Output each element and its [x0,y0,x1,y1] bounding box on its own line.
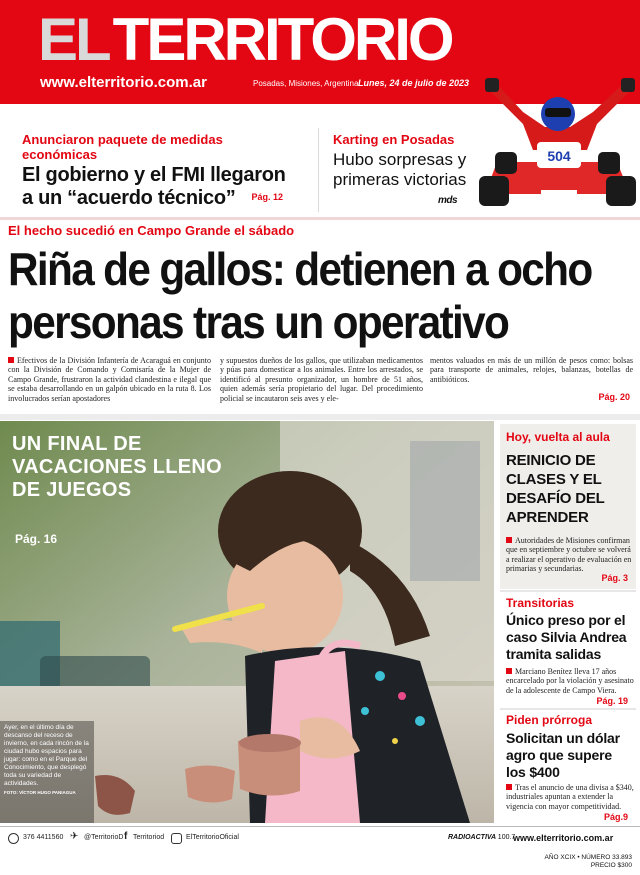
edition-price: PRECIO $300 [590,862,632,869]
bullet-icon [506,668,512,674]
main-story-kicker: El hecho sucedió en Campo Grande el sábado [8,223,295,238]
radio-name: RADIOACTIVA [448,834,496,841]
sidebar-story-1-title[interactable]: REINICIO DE CLASES Y EL DESAFÍO DEL APRENDER [506,452,605,526]
site-url[interactable]: www.elterritorio.com.ar [40,74,207,91]
edition-number: AÑO XCIX • NÚMERO 33.893 [544,854,632,861]
bullet-icon [506,784,512,790]
photo-story-page: Pág. 16 [15,532,58,546]
sidebar-story-2-page: Pág. 19 [596,696,628,706]
photo-story-headline[interactable]: UN FINAL DE VACACIONES LLENO DE JUEGOS [12,433,222,501]
section-divider-2 [0,414,640,420]
sidebar-divider-1 [500,590,636,592]
sidebar-story-3-page: Pág.9 [603,812,628,822]
footer [0,828,640,850]
section-divider [0,217,640,220]
photo-caption-text: Ayer, en el último día de descanso del receso de invierno, en cada rincón de la ciudad hubo espacios para jugar: como en el Parque del Conocimiento, que desplegó toda su variedad de actividades. [4,724,89,787]
dateline-place: Posadas, Misiones, Argentina [253,79,359,88]
dateline-date: Lunes, 24 de julio de 2023 [358,78,470,88]
sidebar-story-3-kicker: Piden prórroga [506,713,593,727]
mds-logo: mds [438,195,458,206]
edition-info [544,854,632,870]
teaser-divider [318,128,319,212]
sidebar-story-1-body [506,536,634,573]
main-story-column-3: mentos valuados en más de un millón de pesos como: bolsas para transporte de animales, relojes, balanzas, botellas de antibióticos. [430,356,633,384]
main-headline[interactable] [8,243,592,349]
photo-story[interactable] [0,421,494,823]
main-story-page: Pág. 20 [598,392,630,402]
main-story-column-1-text: Efectivos de la División Infantería de Acaraguá en conjunto con la División de Comando y Comisaría de la Mujer de Campo Grande, frustraron la actividad clandestina e ilegal que se estaba desarrollando en un galpón ubicado en la ruta 8. Los involucrados serían apostadores [8,356,211,403]
teaser-economy-title[interactable]: El gobierno y el FMI llegaron a un “acuerdo técnico” [22,164,286,209]
footer-rule [0,826,640,827]
main-story-body [8,356,633,408]
teaser-karting-kicker: Karting en Posadas [333,132,455,147]
sidebar-story-3-title[interactable]: Solicitan un dólar agro que supere los $400 [506,730,620,780]
sidebar-story-2-body-text: Marciano Benítez lleva 17 años encarcelado por la violación y asesinato de la adolescente de Campo Viera. [506,667,634,695]
driver-figure [485,78,635,150]
sidebar-story-1-kicker: Hoy, vuelta al aula [506,430,610,444]
karting-photo [475,72,640,217]
newspaper-logo[interactable] [38,6,452,73]
main-headline-line-2: personas tras un operativo [8,296,509,348]
photo-caption [4,724,92,797]
facebook-icon[interactable]: f [124,831,128,842]
footer-url[interactable]: www.elterritorio.com.ar [513,833,614,843]
whatsapp-icon[interactable] [8,833,19,844]
kart-number: 504 [547,148,571,164]
photo-credit: FOTO: VÍCTOR HUGO PANIAGUA [4,790,76,795]
bullet-icon [506,537,512,543]
logo-prefix: EL [38,6,109,73]
sidebar-story-2-title[interactable]: Único preso por el caso Silvia Andrea tramita salidas [506,612,627,662]
main-story-column-1 [8,356,211,403]
footer-twitter[interactable]: @TerritorioD [84,834,124,841]
instagram-icon[interactable] [171,833,182,844]
main-story-column-2: y supuestos dueños de los gallos, que utilizaban medicamentos y púas para domesticar a los animales. Entre los arrestados, se identificó al presunto organizador, un hombre de 51 años, quien además sería propietario del lugar. Del procedimiento policial se incautaron seis aves y ele- [220,356,423,403]
sidebar-divider-2 [500,708,636,710]
twitter-icon[interactable]: ✈ [70,831,79,842]
footer-instagram[interactable]: ElTerritorioOficial [186,834,239,841]
teaser-economy-page: Pág. 12 [251,192,283,202]
bullet-icon [8,357,14,363]
radio-logo[interactable] [448,834,515,841]
logo-main: TERRITORIO [112,6,452,73]
teaser-economy[interactable] [22,132,297,210]
teaser-karting[interactable] [333,132,493,190]
sidebar-story-1-page: Pág. 3 [601,573,628,583]
kart-body [479,142,636,206]
sidebar-story-1-body-text: Autoridades de Misiones confirman que en septiembre y octubre se volverá a realizar el operativo de evaluación en primarias y secundarias. [506,536,632,573]
sidebar-story-3-body [506,783,634,811]
sidebar-story-3-body-text: Tras el anuncio de una divisa a $340, industriales apuntan a extender la vigencia con mayor competitividad. [506,783,634,811]
main-headline-line-1: Riña de gallos: detienen a ocho [8,243,592,295]
teaser-karting-title[interactable]: Hubo sorpresas y primeras victorias [333,150,467,189]
sidebar-story-2-body [506,667,634,695]
footer-facebook[interactable]: Territoriod [133,834,165,841]
radio-frequency: 100.7 [497,834,516,841]
footer-whatsapp[interactable]: 376 4411560 [23,834,64,841]
sidebar-story-2-kicker: Transitorias [506,596,575,610]
teaser-economy-kicker: Anunciaron paquete de medidas económicas [22,132,223,162]
